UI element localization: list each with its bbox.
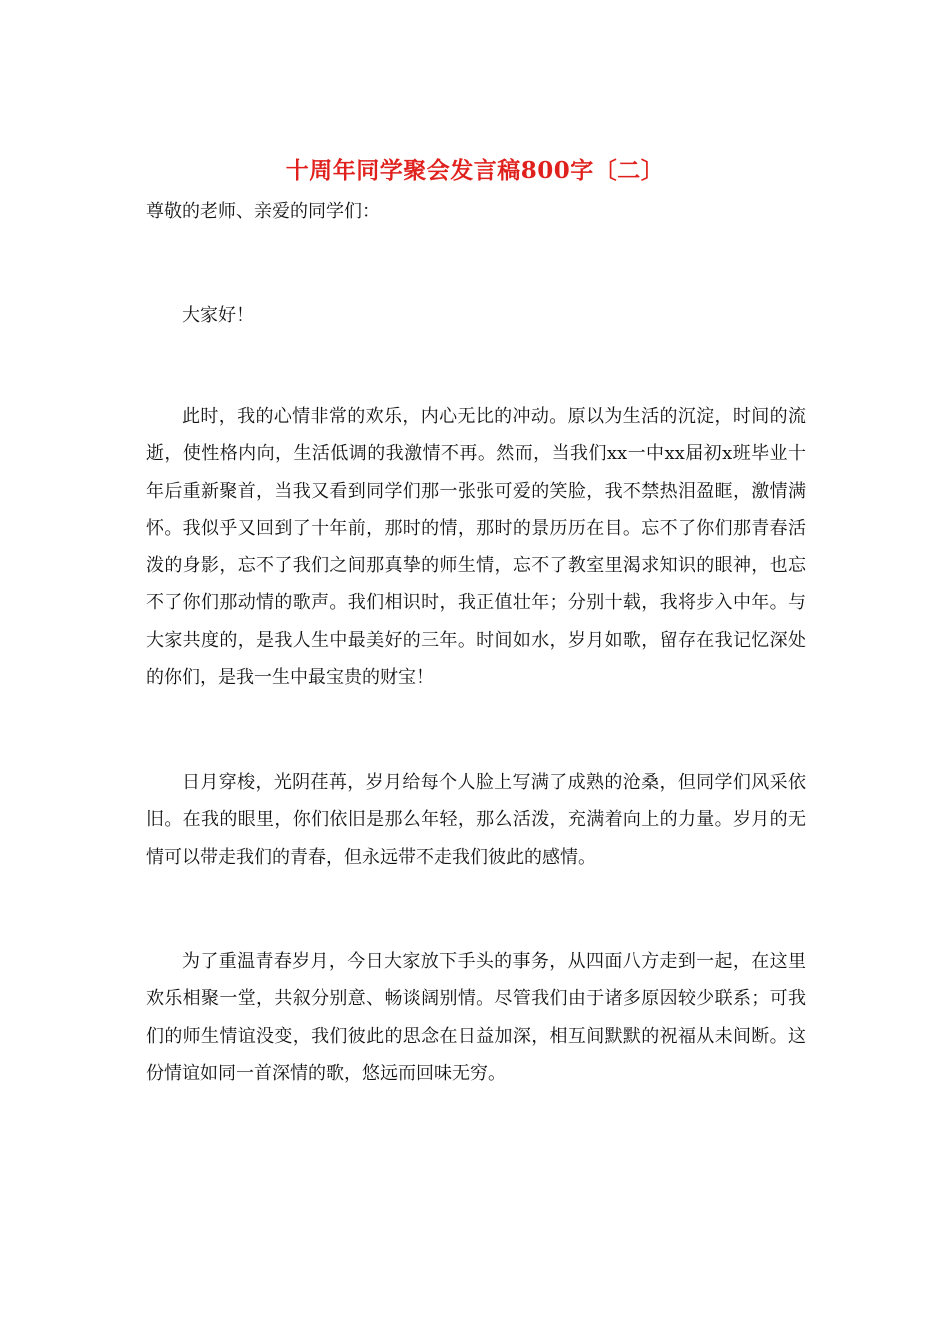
document-title: 十周年同学聚会发言稿800字〔二〕 [285,157,665,184]
salutation: 尊敬的老师、亲爱的同学们： [146,201,380,222]
greeting-paragraph: 大家好！ [182,305,254,326]
body-paragraph-2: 日月穿梭，光阴荏苒，岁月给每个人脸上写满了成熟的沧桑，但同学们风采依旧。在我的眼里，你们依旧是那么年轻，那么活泼，充满着向上的力量。岁月的无情可以带走我们的青春，但永远带不走我们彼此的感情。 [146,772,806,868]
body-paragraph-3: 为了重温青春岁月，今日大家放下手头的事务，从四面八方走到一起，在这里欢乐相聚一堂，共叙分别意、畅谈阔别情。尽管我们由于诸多原因较少联系；可我们的师生情谊没变，我们彼此的思念在日益加深，相互间默默的祝福从未间断。这份情谊如同一首深情的歌，悠远而回味无穷。 [146,951,806,1084]
body-paragraph-1: 此时，我的心情非常的欢乐，内心无比的冲动。原以为生活的沉淀，时间的流逝，使性格内向，生活低调的我激情不再。然而，当我们xx一中xx届初x班毕业十年后重新聚首，当我又看到同学们那一张张可爱的笑脸，我不禁热泪盈眶，激情满怀。我似乎又回到了十年前，那时的情，那时的景历历在目。忘不了你们那青春活泼的身影，忘不了我们之间那真挚的师生情，忘不了教室里渴求知识的眼神，也忘不了你们那动情的歌声。我们相识时，我正值壮年；分别十载，我将步入中年。与大家共度的，是我人生中最美好的三年。时间如水，岁月如歌，留存在我记忆深处的你们，是我一生中最宝贵的财宝！ [146,406,806,689]
